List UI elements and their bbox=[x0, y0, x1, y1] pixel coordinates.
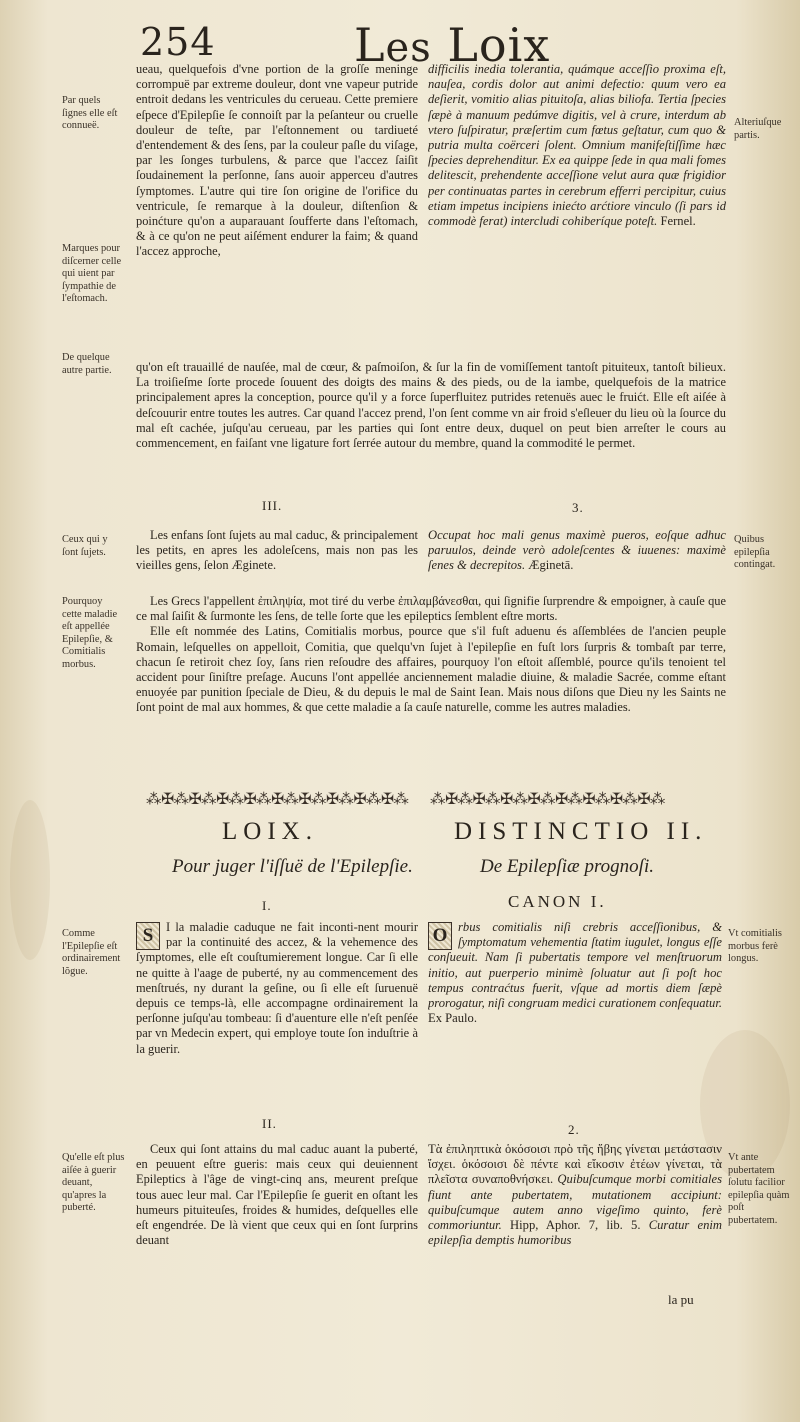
attribution: Æginetā. bbox=[528, 558, 574, 573]
section-number: I. bbox=[262, 898, 272, 913]
latin-column bbox=[428, 62, 726, 358]
margin-note: Ceux qui y ſont ſujets. bbox=[62, 534, 108, 558]
paragraph: ueau, quelquefois d'vne portion de la groſſe meninge corrompuë par extreme douleur, dont vne vapeur putride entroit dedans les ventricules du cerueau. Cette premiere eſpece d'Epilepſie ſe connoiſt par la peſanteur ou cruelle douleur de teſte, par l'eſtonnement ou tardiueté d'entendement & des ſens, par la couleur paſle du viſage, par les ſonges turbulens, & parce que l'accez ſaiſit ſoudainement la perſonne, ſans auoir apperceu d'autres ſymptomes. L'autre qui tire ſon origine de l'orifice du ventricule, ſe remarque à la douleur, diſtenſion & poinćture qu'on a auparauant ſoufferte dans l'eſtomach, & à ce qu'on ne peut aiſément endurer la faim; & quand l'accez approche, bbox=[136, 62, 418, 259]
ornament-band: ⁂✠⁂✠⁂✠⁂✠⁂✠⁂✠⁂✠⁂✠⁂ bbox=[430, 790, 665, 808]
drop-cap: O bbox=[428, 922, 452, 950]
paragraph: qu'on eſt trauaillé de nauſée, mal de cœur, & paſmoiſon, & ſur la fin de vomiſſement tantoſt pituiteux, tantoſt bilieux. La troiſieſme ſorte procede ſouuent des doigts des mains & des pieds, ou de la iambe, quelquefois de la matrice principalement apres la conception, pource qu'il y a force ſuperfluitez putrides retenuës auec le fruićt. Elle eſt aiſée à deſcouurir entre toutes les autres. Car quand l'accez prend, l'on ſent comme vn air froid s'eſleuer du lieu où la ſource du mal eſt cachée, juſqu'au cerueau, par les parties qui ſont entre deux, duquel on peut bien arreſter le cours au commencement, en faiſant vne ligature fort ſerrée autour du membre, quand la commodité le permet. bbox=[136, 360, 726, 451]
section-number: III. bbox=[262, 498, 283, 513]
paragraph: Elle eſt nommée des Latins, Comitialis morbus, pource que s'il fuſt aduenu és aſſemblées de l'ancien peuple Romain, leſquelles on appelloit, Comitia, que quelqu'vn ſujet à l'epilepſie en fuſt lors ſurpris & tombaſt par terre, chacun ſe retiroit chez ſoy, ſans rien reſoudre des affaires, pourquoy l'on eſtoit aſſemblé, pource qu'ils tenoient tel accident pour ſiniſtre preſage. Aucuns l'ont appellée anciennement maladie diuine, & maladie Sacrée, comme eſtant enuoyée par punition ſpeciale de Dieu, & du depuis le mal de Saint Iean. Mais nous diſons que Dieu ny les Saints ne ſont point de mal aux hommes, & que cette maladie a ſa cauſe naturelle, comme les autres maladies. bbox=[136, 624, 726, 715]
paragraph: I la maladie caduque ne fait inconti-nent mourir par la continuité des accez, & la vehemence des ſymptomes, elle eſt couſtumierement longue. Car ſi elle ne quitte à l'aage de puberté, ny au commencement des menſtrués, ny durant la geſine, ou ſi elle eſt ſuruenuë depuis ce temps-là, elle accompagne ordinairement la perſonne juſqu'au tombeau: ſi d'auenture elle n'eſt penſée par vn Medecin expert, qui employe toute ſon induſtrie à la guerir. bbox=[136, 920, 418, 1056]
drop-cap: S bbox=[136, 922, 160, 950]
margin-note: Qu'elle eſt plus aiſée à guerir deuant, qu'apres la puberté. bbox=[62, 1152, 125, 1213]
margin-note: Comme l'Epilepſie eſt ordinairement lõgue. bbox=[62, 928, 121, 977]
paragraph bbox=[428, 528, 726, 574]
page-number: 254 bbox=[140, 20, 216, 64]
attribution: Hipp, Aphor. 7, lib. 5. bbox=[510, 1218, 641, 1233]
heading-distinctio: DISTINCTIO II. bbox=[454, 818, 708, 845]
margin-note: Marques pour diſcerner celle qui uient par ſympathie de l'eſtomach. bbox=[62, 243, 122, 304]
section-number: II. bbox=[262, 1116, 277, 1131]
margin-note: Par quels ſignes elle eſt connueë. bbox=[62, 95, 118, 131]
section-number: 3. bbox=[572, 500, 584, 515]
subheading-left: Pour juger l'iſſuë de l'Epilepſie. bbox=[172, 856, 413, 877]
subheading-right: De Epilepſiæ prognoſi. bbox=[480, 856, 654, 877]
latin-text: difficilis inedia tolerantia, quámque acceſſio proxima eſt, nauſea, cordis dolor aut animi defectio: quum vero ea deſierit, vomitio alias pituitoſa, alias biliofa. Tertia ſpecies ſæpè à manuum pedúmve digitis, vel à crure, interdum ab vtero ſuſpiratur, præſertim cum fœtus geſtatur, cum quo & putria multa coërceri ſolent. Omnium manifeſtiſſime hæc ſpecies deprehenditur. Ex ea quippe ſede in qua mali fomes delitescit, prehendente acceſſione velut aura quæ frigidior per continuatas partes in cerebrum efferri percipitur, cuius etiam impetus incipiens iniećto arćtiore vinculo (ſi pars id commodè ferat) intercludi cohiberíque poteſt. bbox=[428, 62, 726, 229]
attribution: Ex Paulo. bbox=[428, 1011, 477, 1026]
latin-column bbox=[428, 920, 722, 1056]
paragraph: Les Grecs l'appellent ἐπιληψία, mot tiré du verbe ἐπιλαμβάνεσθαι, qui ſignifie ſurprendre & empoigner, à cauſe que ce mal ſaiſit & ſurmonte les ſens, de telle ſorte que les epileptics ſemblent eſtre morts. bbox=[136, 594, 726, 624]
paragraph: Ceux qui ſont attains du mal caduc auant la puberté, en peuuent eſtre gueris: mais ceux qui deuiennent Epileptics à l'âge de vingt-cinq ans, meurent preſque tous auec leur mal. Car l'Epilepſie ſe guerit en oſtant les humeurs pituiteuſes, froides & humides, deſquelles elle eſt engendrée. De là vient que ceux qui en ſont ſurprins deuant bbox=[136, 1142, 418, 1248]
french-column bbox=[136, 528, 418, 592]
attribution: Fernel. bbox=[660, 214, 696, 229]
margin-note: De quelque autre partie. bbox=[62, 352, 112, 376]
full-width-paragraph bbox=[136, 594, 726, 772]
greek-text: Τὰ ἐπιληπτικὰ ὁκόσοισι πρὸ τῆς ἥβης γίνεται μετάστασιν ἴσχει. ὁκόσοισι δὲ πέντε καὶ εἴκοσιν ἐτέων γίνεται, τὰ πλεῖστα συναποθνήσκει. bbox=[428, 1142, 722, 1187]
ornament-band: ⁂✠⁂✠⁂✠⁂✠⁂✠⁂✠⁂✠⁂✠⁂✠⁂ bbox=[146, 790, 409, 808]
latin-text: rbus comitialis niſi crebris acceſſionibus, & ſymptomatum vehementia ſtatim iugulet, longus eſſe conſueuit. Nam ſi pubertatis tempore vel menſtruorum initio, aut puerperio minimè ſoluatur aut ſi poſt hoc tempus contraćtus fuerit, vſque ad mortis diem ſæpè prorogatur, niſi congruam medici curationem conſequatur. bbox=[428, 920, 722, 1011]
catchword: la pu bbox=[668, 1292, 694, 1307]
full-width-paragraph bbox=[136, 360, 726, 488]
margin-note: Vt comitialis morbus ferè longus. bbox=[728, 928, 782, 964]
heading-loix: LOIX. bbox=[222, 818, 318, 845]
running-title: Les Loix bbox=[354, 18, 551, 72]
margin-note: Quibus epilepſia contingat. bbox=[734, 534, 776, 570]
margin-note: Alteriuſque partis. bbox=[734, 117, 782, 141]
paragraph: Les enfans ſont ſujets au mal caduc, & principalement les petits, en apres les adoleſcens, mais non pas les vieilles gens, ſelon Æginete. bbox=[136, 528, 418, 573]
paragraph bbox=[428, 62, 726, 229]
latin-text: Quibuſcumque morbi comitiales fiunt ante pubertatem, mutationem accipiunt: quibuſcumque autem anno vigeſimo quinto, ferè commoriuntur. bbox=[428, 1172, 722, 1233]
section-number: 2. bbox=[568, 1122, 580, 1137]
french-column bbox=[136, 1142, 418, 1292]
margin-note: Pourquoy cette maladie eſt appellée Epilepſie, & Comitialis morbus. bbox=[62, 596, 118, 670]
latin-column bbox=[428, 528, 726, 592]
paragraph bbox=[428, 1142, 722, 1248]
latin-column bbox=[428, 1142, 722, 1292]
latin-text: Curatur enim epilepſia demptis humoribus bbox=[428, 1218, 722, 1248]
paper-stain bbox=[10, 800, 50, 960]
canon-heading: CANON I. bbox=[508, 892, 607, 911]
page-header bbox=[0, 18, 800, 72]
margin-note: Vt ante pubertatem ſolutu facilior epilepſia quàm poſt pubertatem. bbox=[728, 1152, 790, 1226]
french-column bbox=[136, 62, 418, 358]
french-column bbox=[136, 920, 418, 1100]
latin-text: Occupat hoc mali genus maximè pueros, eoſque adhuc paruulos, deinde verò adoleſcentes & iuuenes: maximè ſenes & decrepitos. bbox=[428, 528, 726, 573]
